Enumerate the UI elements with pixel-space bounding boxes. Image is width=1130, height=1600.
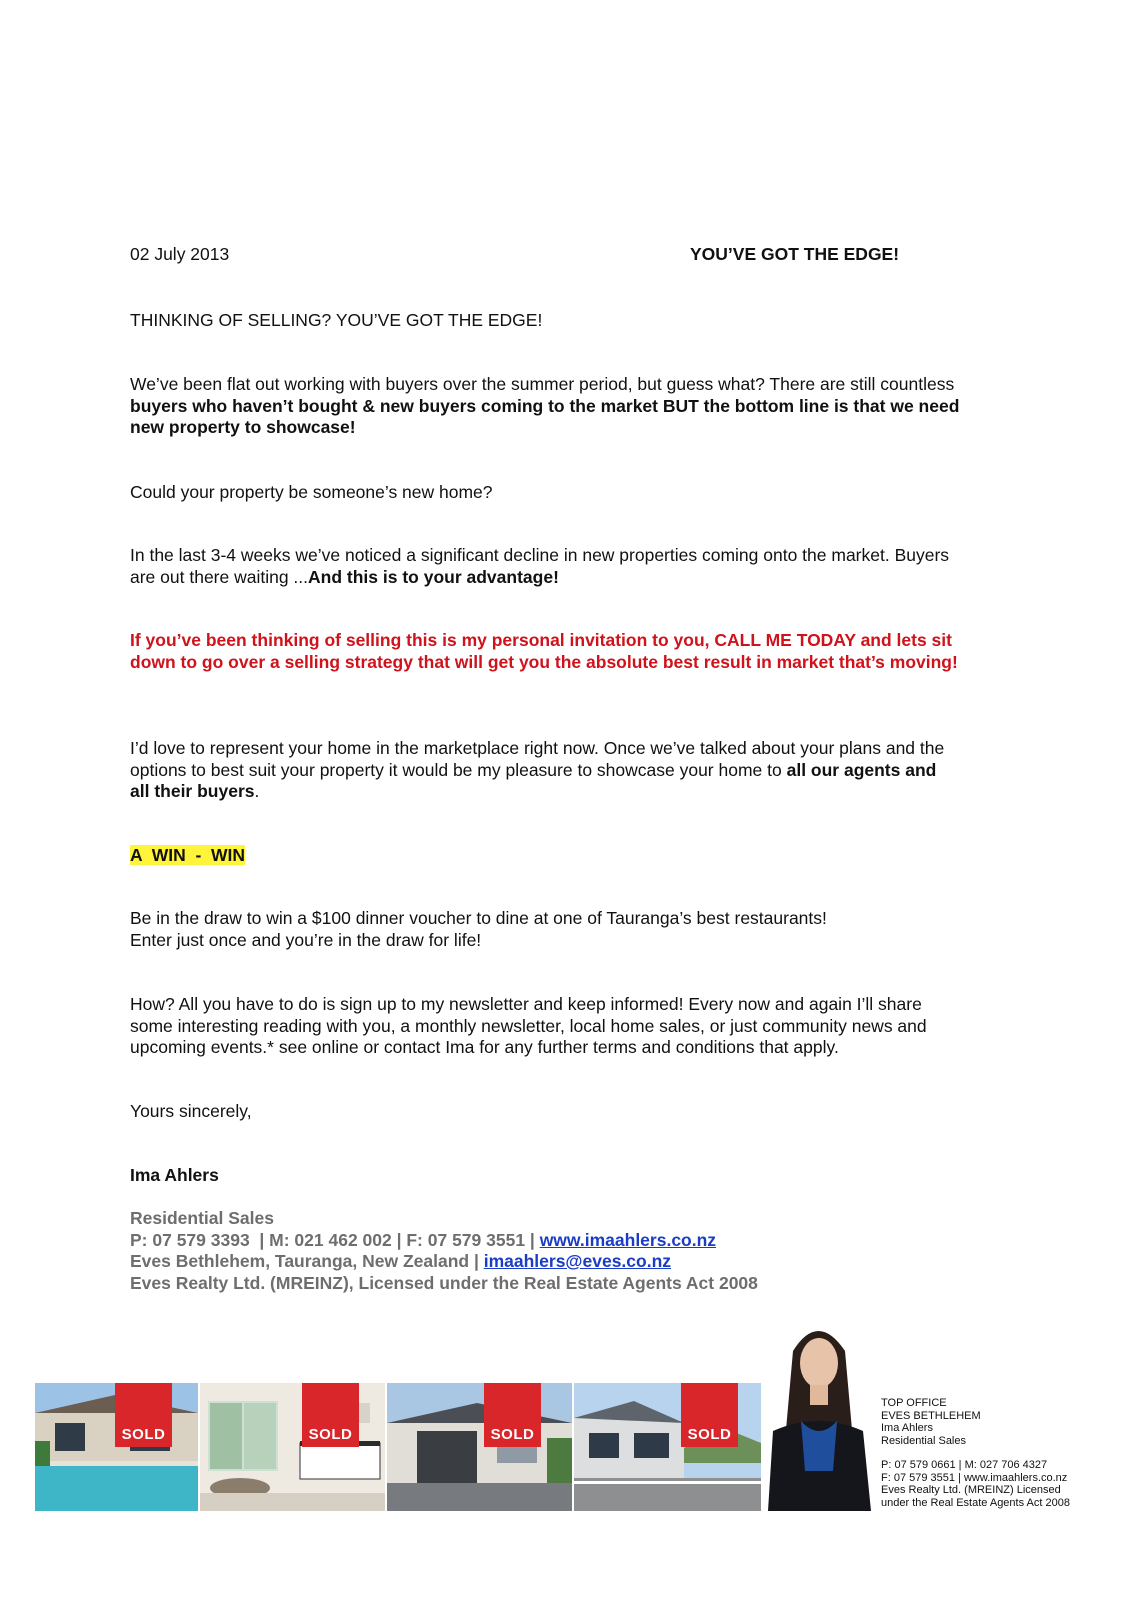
signature-phones bbox=[130, 1230, 990, 1252]
email-link[interactable]: imaahlers@eves.co.nz bbox=[483, 1251, 672, 1271]
sold-property-photo-3 bbox=[387, 1383, 572, 1511]
signature-location bbox=[130, 1251, 990, 1273]
paragraph-intro-bold: buyers who haven’t bought & new buyers coming to the market BUT the bottom line is that we need new property to showcase! bbox=[130, 395, 960, 437]
office-contact-4: under the Real Estate Agents Act 2008 bbox=[881, 1496, 1070, 1509]
letter-date: 02 July 2013 bbox=[130, 244, 230, 264]
paragraph-draw bbox=[130, 908, 960, 951]
sold-badge: SOLD bbox=[115, 1383, 172, 1447]
closing-line: Yours sincerely, bbox=[130, 1101, 252, 1121]
signature-block bbox=[130, 1208, 990, 1294]
sold-badge: SOLD bbox=[484, 1383, 541, 1447]
sold-property-photo-1 bbox=[35, 1383, 198, 1511]
website-link[interactable]: www.imaahlers.co.nz bbox=[539, 1229, 717, 1250]
signature-phones-text: P: 07 579 3393 | M: 021 462 002 | F: 07 579 3551 | bbox=[130, 1229, 540, 1250]
sold-properties-banner bbox=[35, 1383, 1085, 1511]
paragraph-represent-text: I’d love to represent your home in the marketplace right now. Once we’ve talked about your plans and the options to best suit your property it would be my pleasure to showcase your home to bbox=[130, 738, 945, 780]
paragraph-represent-bold: all our agents and all their buyers bbox=[130, 759, 937, 801]
paragraph-newsletter: How? All you have to do is sign up to my newsletter and keep informed! Every now and again I’ll share some interesting reading with you, a monthly newsletter, local home sales, or just community news and upcoming events.* see online or contact Ima for any further terms and conditions that apply. bbox=[130, 994, 927, 1057]
office-contact-2: F: 07 579 3551 | www.imaahlers.co.nz bbox=[881, 1471, 1068, 1484]
signature-location-text: Eves Bethlehem, Tauranga, New Zealand | bbox=[130, 1251, 484, 1271]
paragraph-draw-line2: Enter just once and you’re in the draw for life! bbox=[130, 929, 482, 950]
agent-portrait bbox=[763, 1311, 873, 1511]
paragraph-question: Could your property be someone’s new home? bbox=[130, 482, 493, 502]
office-contact-1: P: 07 579 0661 | M: 027 706 4327 bbox=[881, 1459, 1048, 1471]
paragraph-intro-text: We’ve been flat out working with buyers over the summer period, but guess what? There are still countless bbox=[130, 374, 955, 394]
sold-badge: SOLD bbox=[681, 1383, 738, 1447]
sold-badge: SOLD bbox=[302, 1383, 359, 1447]
invitation-callout: If you’ve been thinking of selling this is my personal invitation to you, CALL ME TODAY and lets sit down to go over a selling strategy that will get you the absolute best result in market that’s moving! bbox=[130, 630, 958, 672]
paragraph-intro bbox=[130, 374, 960, 439]
office-line-2: EVES BETHLEHEM bbox=[881, 1409, 981, 1422]
signature-license: Eves Realty Ltd. (MREINZ), Licensed under the Real Estate Agents Act 2008 bbox=[130, 1272, 758, 1293]
sold-property-photo-4 bbox=[574, 1383, 761, 1511]
win-win-heading bbox=[130, 845, 245, 867]
office-line-1: TOP OFFICE bbox=[881, 1397, 947, 1409]
paragraph-market bbox=[130, 545, 960, 588]
signature-name: Ima Ahlers bbox=[130, 1165, 219, 1185]
signature-role: Residential Sales bbox=[130, 1208, 274, 1228]
paragraph-represent bbox=[130, 738, 960, 803]
office-contact-3: Eves Realty Ltd. (MREINZ) Licensed bbox=[881, 1484, 1061, 1496]
header-tagline: YOU’VE GOT THE EDGE! bbox=[690, 244, 900, 264]
paragraph-draw-line1: Be in the draw to win a $100 dinner voucher to dine at one of Tauranga’s best restaurants! bbox=[130, 908, 827, 928]
paragraph-market-bold: And this is to your advantage! bbox=[308, 566, 559, 587]
office-info bbox=[881, 1397, 1101, 1509]
sold-property-photo-2 bbox=[200, 1383, 385, 1511]
win-win-highlight: A WIN - WIN bbox=[130, 845, 246, 865]
paragraph-represent-end: . bbox=[254, 781, 260, 801]
paragraph-market-text: In the last 3-4 weeks we’ve noticed a significant decline in new properties coming onto the market. Buyers are out there waiting ... bbox=[130, 545, 950, 587]
letter-subject: THINKING OF SELLING? YOU’VE GOT THE EDGE! bbox=[130, 310, 543, 330]
office-agent-role: Residential Sales bbox=[881, 1434, 966, 1447]
office-agent-name: Ima Ahlers bbox=[881, 1422, 933, 1434]
